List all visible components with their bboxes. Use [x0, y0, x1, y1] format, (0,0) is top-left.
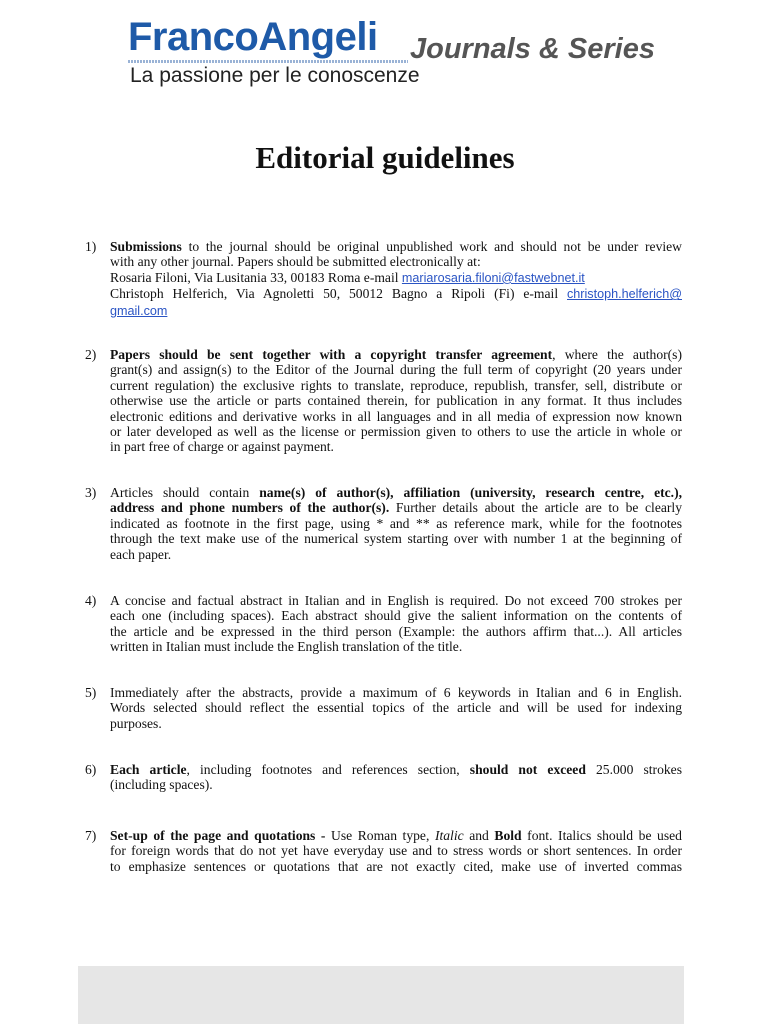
item-text: Use Roman type,: [331, 828, 435, 843]
item-line: the article and be expressed in the third person (Example: the authors affirm that...). All articles: [110, 623, 682, 639]
item-line: each paper.: [110, 546, 172, 562]
item-line: or later developed as well as the license or permission given to others to use the article in whole or: [110, 424, 682, 440]
item-number: 3): [85, 485, 97, 500]
item-line: purposes.: [110, 715, 162, 731]
item-bold: should not exceed: [469, 762, 586, 777]
item-line: in part free of charge or against payment.: [110, 439, 334, 455]
item-line: to emphasize sentences or quotations that are not exactly cited, make use of inverted commas: [110, 858, 682, 874]
item-body: [110, 239, 682, 319]
publisher-logo: [128, 14, 688, 94]
item-bold: Submissions: [110, 239, 182, 254]
item-text: Further details about the article are to be clearly: [389, 500, 682, 516]
item-number: 7): [85, 828, 97, 843]
item-bold: Bold: [494, 828, 522, 843]
item-line: electronic editions and derivative works in all languages and in all media of expression now known: [110, 408, 682, 424]
item-number: 1): [85, 239, 97, 254]
item-line: each one (including spaces). Each abstract should give the salient information on the contents of: [110, 608, 682, 624]
logo-series: Journals & Series: [410, 33, 655, 65]
item-body: [110, 485, 682, 562]
logo-brand: FrancoAngeli: [128, 15, 378, 59]
item-line: indicated as footnote in the first page, using * and ** as reference mark, while for the footnotes: [110, 515, 682, 531]
guideline-item-7: [85, 828, 682, 874]
item-text: , including footnotes and references section,: [186, 762, 470, 777]
guideline-item-2: [85, 347, 682, 455]
item-line: through the text make use of the numerical system starting over with number 1 at the beginning of: [110, 531, 682, 547]
item-bold: Each article: [110, 762, 187, 777]
item-number: 5): [85, 685, 97, 700]
item-text: to the journal should be original unpublished work and should not be under review: [181, 239, 682, 254]
email-link[interactable]: christoph.helferich@: [567, 287, 682, 302]
item-line: otherwise use the article or parts contained therein, for publication in any format. It thus includes: [110, 393, 682, 409]
contact-text: Rosaria Filoni, Via Lusitania 33, 00183 Roma e-mail: [110, 269, 402, 285]
item-number: 4): [85, 593, 97, 608]
item-line: for foreign words that do not yet have everyday use and to stress words or short sentences. In order: [110, 843, 682, 859]
item-bold: name(s) of author(s), affiliation (university, research centre, etc.),: [259, 485, 682, 500]
item-line: A concise and factual abstract in Italian and in English is required. Do not exceed 700 strokes per: [110, 593, 682, 608]
item-bold: Set-up of the page and quotations -: [110, 828, 332, 843]
guideline-item-5: [85, 685, 682, 731]
page-title: Editorial guidelines: [255, 140, 515, 175]
item-body: [110, 593, 682, 655]
item-text: Articles should contain: [110, 485, 260, 500]
item-number: 2): [85, 347, 97, 362]
logo-rule: [128, 60, 408, 63]
item-text: 25.000 strokes: [585, 762, 682, 777]
guideline-item-1: [85, 239, 682, 319]
item-bold: address and phone numbers of the author(s).: [110, 500, 390, 516]
item-text: font. Italics should be used: [521, 828, 682, 843]
guideline-item-3: [85, 485, 682, 562]
guideline-item-6: [85, 762, 682, 793]
item-body: [110, 347, 682, 455]
item-body: [110, 762, 682, 793]
item-body: [110, 685, 682, 731]
item-line: grant(s) and assign(s) to the Editor of the Journal during the full term of copyright (20 years under: [110, 362, 682, 378]
item-text: , where the author(s): [552, 347, 682, 362]
guideline-item-4: [85, 593, 682, 655]
footer-band: [78, 966, 684, 1024]
item-line: Immediately after the abstracts, provide a maximum of 6 keywords in Italian and 6 in English.: [110, 685, 682, 700]
item-italic: Italic: [434, 828, 464, 843]
email-link-continued[interactable]: gmail.com: [110, 303, 168, 318]
item-line: with any other journal. Papers should be submitted electronically at:: [110, 254, 481, 270]
item-line: Words selected should reflect the essential topics of the article and will be used for indexing: [110, 700, 682, 716]
email-link[interactable]: mariarosaria.filoni@fastwebnet.it: [401, 270, 585, 285]
item-bold: Papers should be sent together with a copyright transfer agreement: [110, 347, 553, 362]
item-text: and: [463, 828, 495, 843]
item-number: 6): [85, 762, 97, 777]
logo-tagline: La passione per le conoscenze: [130, 64, 420, 87]
item-body: [110, 828, 682, 874]
item-line: written in Italian must include the English translation of the title.: [110, 639, 463, 655]
item-line: (including spaces).: [110, 777, 213, 793]
contact-text: Christoph Helferich, Via Agnoletti 50, 50012 Bagno a Ripoli (Fi) e-mail: [110, 286, 567, 302]
item-line: current regulation) the exclusive rights to translate, reproduce, republish, transfer, sell, distribute or: [110, 377, 682, 393]
